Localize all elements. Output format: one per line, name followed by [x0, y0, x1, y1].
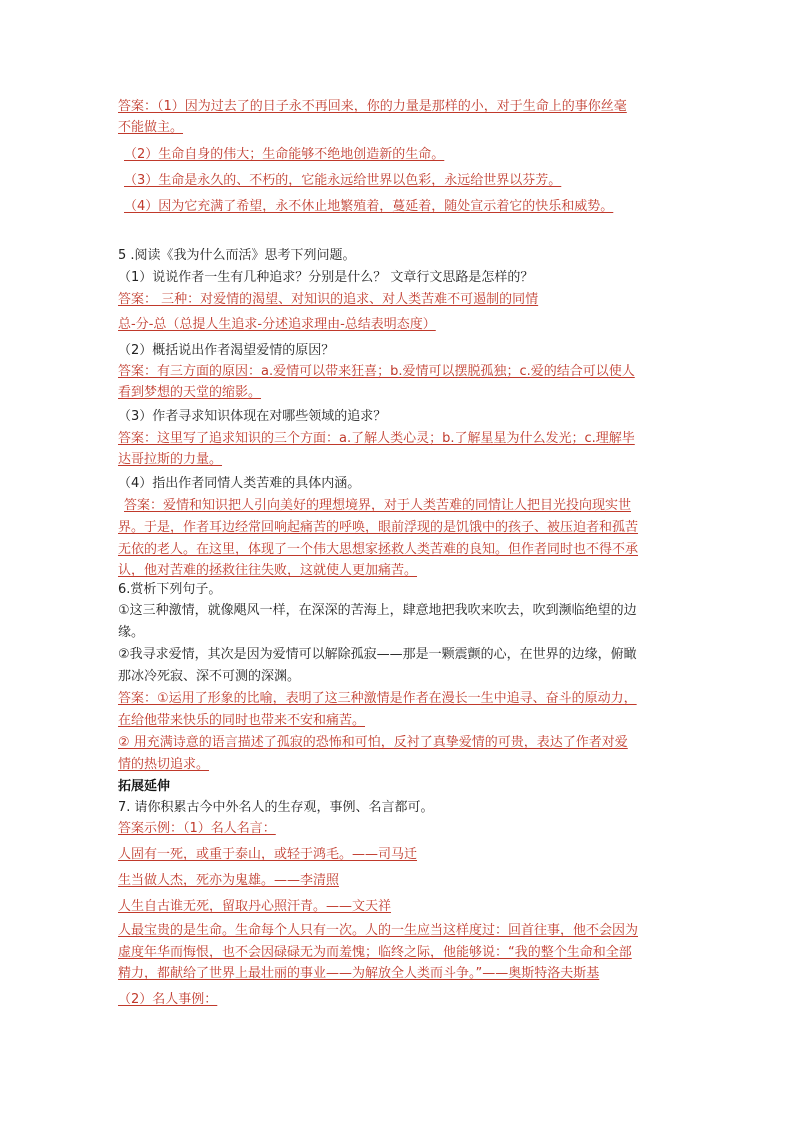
q5-sub3-answer-line-2: 达哥拉斯的力量。: [118, 452, 223, 467]
q5-sub2-question: （2）概括说出作者渴望爱情的原因？: [118, 343, 335, 358]
q5-sub4-question: （4）指出作者同情人类苦难的具体内涵。: [118, 476, 361, 491]
q4-answer-1-line-1: 答案：（1）因为过去了的日子永不再回来，你的力量是那样的小，对于生命上的事你丝毫: [118, 99, 627, 114]
q7-quote-li-qingzhao: 生当做人杰，死亦为鬼雄。——李清照: [118, 873, 340, 888]
q4-answer-2: （2）生命自身的伟大；生命能够不绝地创造新的生命。: [124, 147, 445, 162]
q7-examples-label: （2）名人事例：: [118, 992, 218, 1007]
q6-answer-2-line-2: 情的热切追求。: [118, 757, 210, 772]
q5-sub4-answer-line-2: 界。于是，作者耳边经常回响起痛苦的呼唤，眼前浮现的是饥饿中的孩子、被压迫者和孤苦: [118, 520, 639, 535]
q6-item1-line-2: 缘。: [118, 625, 145, 640]
q5-sub4-answer-line-4: 认，他对苦难的拯救往往失败，这就使人更加痛苦。: [118, 563, 418, 578]
q5-sub3-question: （3）作者寻求知识体现在对哪些领域的追求？: [118, 409, 387, 424]
q6-answer-1-line-2: 在给他带来快乐的同时也带来不安和痛苦。: [118, 713, 366, 728]
q7-quote-wen-tianxiang: 人生自古谁无死，留取丹心照汗青。——文天祥: [118, 899, 392, 914]
q5-title: 5 .阅读《我为什么而活》思考下列问题。: [118, 248, 356, 263]
q6-item2-line-2: 那冰冷死寂、深不可测的深渊。: [118, 669, 301, 684]
q5-sub1-answer-line-1: 答案： 三种：对爱情的渴望、对知识的追求、对人类苦难不可遏制的同情: [118, 292, 539, 307]
q5-sub4-answer-line-3: 无依的老人。在这里，体现了一个伟大思想家拯救人类苦难的良知。但作者同时也不得不承: [118, 542, 639, 557]
q5-sub1-question: （1）说说作者一生有几种追求？分别是什么？ 文章行文思路是怎样的？: [118, 270, 534, 285]
q7-quote-ostrovsky-line-3: 精力，都献给了世界上最壮丽的事业——为解放全人类而斗争。”——奥斯特洛夫斯基: [118, 966, 600, 981]
q5-sub3-answer-line-1: 答案：这里写了追求知识的三个方面：a.了解人类心灵；b.了解星星为什么发光；c.理解毕: [118, 431, 635, 446]
q7-quote-ostrovsky-line-1: 人最宝贵的是生命。生命每个人只有一次。人的一生应当这样度过：回首往事，他不会因为: [118, 923, 639, 938]
q6-answer-2-line-1: ② 用充满诗意的语言描述了孤寂的恐怖和可怕，反衬了真挚爱情的可贵，表达了作者对爱: [118, 735, 628, 750]
q6-item2-line-1: ②我寻求爱情，其次是因为爱情可以解除孤寂——那是一颗震颤的心，在世界的边缘，俯瞰: [118, 647, 637, 662]
q4-answer-4: （4）因为它充满了希望，永不休止地繁殖着，蔓延着，随处宣示着它的快乐和威势。: [124, 199, 614, 214]
q6-answer-1-line-1: 答案：①运用了形象的比喻，表明了这三种激情是作者在漫长一生中追寻、奋斗的原动力，: [118, 691, 637, 706]
q5-sub4-answer-line-1: 答案：爱情和知识把人引向美好的理想境界，对于人类苦难的同情让人把目光投向现实世: [124, 498, 632, 513]
q6-item1-line-1: ①这三种激情，就像飓风一样，在深深的苦海上，肆意地把我吹来吹去，吹到濒临绝望的边: [118, 603, 637, 618]
q7-quote-ostrovsky-line-2: 虚度年华而悔恨，也不会因碌碌无为而羞愧；临终之际，他能够说：“我的整个生命和全部: [118, 945, 632, 960]
q7-quote-sima-qian: 人固有一死，或重于泰山，或轻于鸿毛。——司马迁: [118, 847, 418, 862]
q4-answer-3: （3）生命是永久的、不朽的，它能永远给世界以色彩，永远给世界以芬芳。: [124, 173, 562, 188]
q4-answer-1-line-2: 不能做主。: [118, 120, 184, 135]
q5-sub2-answer-line-1: 答案：有三方面的原因：a.爱情可以带来狂喜；b.爱情可以摆脱孤独；c.爱的结合可以使人: [118, 364, 635, 379]
q5-sub2-answer-line-2: 看到梦想的天堂的缩影。: [118, 385, 262, 400]
section-heading-extension: 拓展延伸: [118, 779, 171, 794]
q7-answer-intro: 答案示例：（1）名人名言：: [118, 821, 276, 836]
q5-sub1-answer-line-2: 总-分-总（总提人生追求-分述追求理由-总结表明态度）: [118, 317, 436, 332]
q6-title: 6.赏析下列句子。: [118, 582, 222, 597]
q7-title: 7. 请你积累古今中外名人的生存观，事例、名言都可。: [118, 800, 434, 815]
